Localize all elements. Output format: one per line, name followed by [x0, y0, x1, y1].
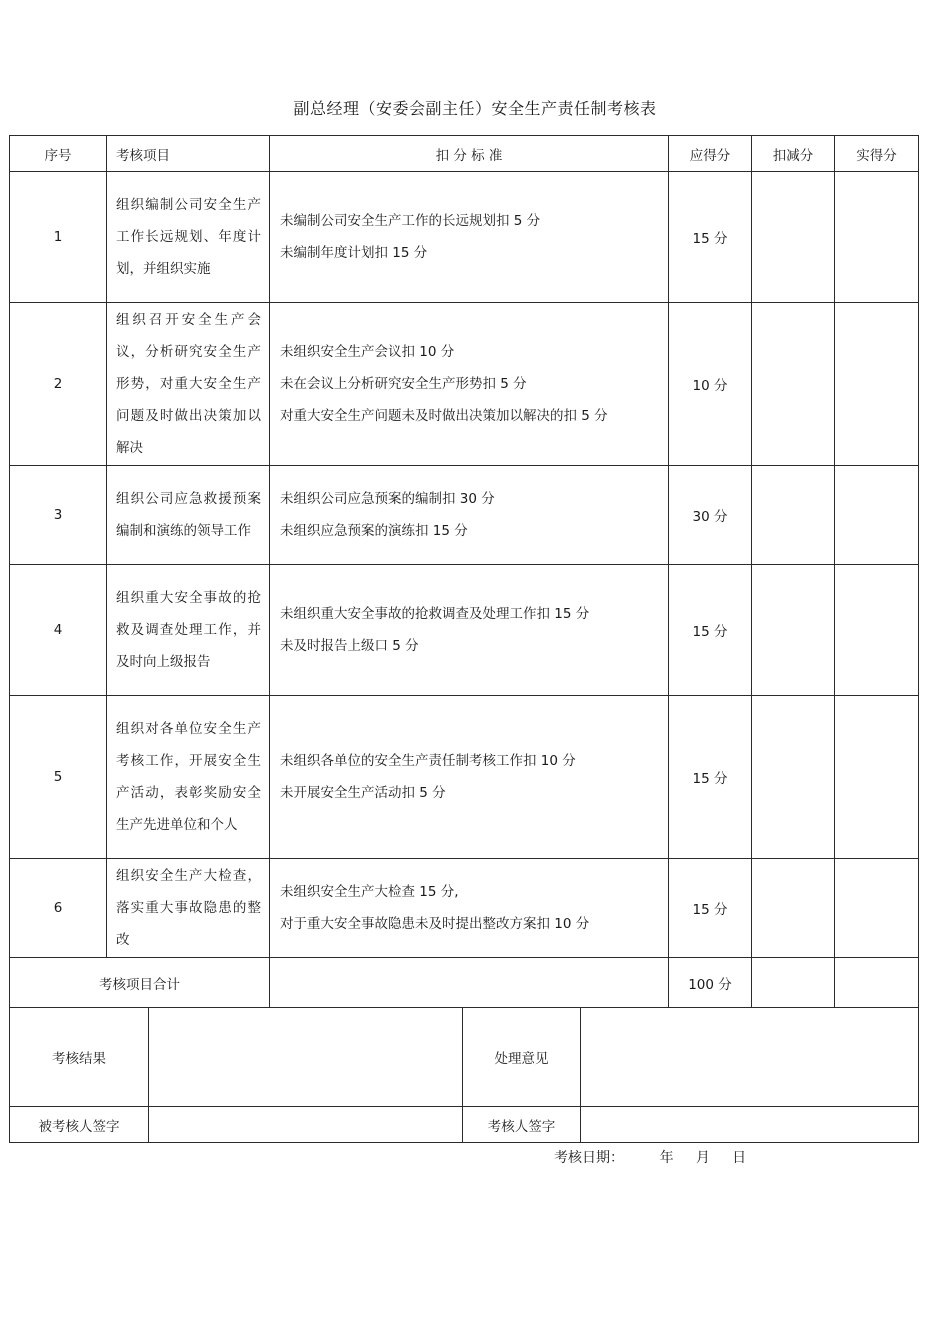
assessment-date: [554, 1147, 746, 1167]
document-title: 副总经理（安委会副主任）安全生产责任制考核表: [293, 99, 657, 118]
criteria-line: 未组织应急预案的演练扣 15 分: [280, 523, 468, 539]
header-row: [10, 136, 919, 172]
total-score: 100 分: [669, 958, 752, 1008]
row-project: 组织召开安全生产会议，分析研究安全生产形势，对重大安全生产问题及时做出决策加以解决: [107, 303, 270, 466]
header-actual-score: 实得分: [835, 136, 919, 172]
opinion-label: 处理意见: [463, 1008, 581, 1107]
row-deduct-score[interactable]: [752, 172, 835, 303]
row-project: 组织编制公司安全生产工作长远规划、年度计划，并组织实施: [107, 172, 270, 303]
signature-table: [9, 1007, 919, 1143]
examiner-sign-field[interactable]: [581, 1107, 919, 1143]
row-actual-score[interactable]: [835, 466, 919, 565]
criteria-line: 对于重大安全事故隐患未及时提出整改方案扣 10 分: [280, 916, 590, 932]
row-criteria: [270, 696, 669, 859]
header-criteria: 扣 分 标 准: [270, 136, 669, 172]
row-project: 组织对各单位安全生产考核工作，开展安全生产活动，表彰奖励安全生产先进单位和个人: [107, 696, 270, 859]
row-seq: 3: [10, 466, 107, 565]
table-row: [10, 565, 919, 696]
date-label: 考核日期：: [554, 1150, 624, 1166]
row-criteria: [270, 466, 669, 565]
header-seq: 序号: [10, 136, 107, 172]
table-row: [10, 303, 919, 466]
total-criteria-cell: [270, 958, 669, 1008]
row-deduct-score[interactable]: [752, 466, 835, 565]
criteria-line: 未组织各单位的安全生产责任制考核工作扣 10 分: [280, 753, 576, 769]
header-deduct-score: 扣减分: [752, 136, 835, 172]
row-actual-score[interactable]: [835, 172, 919, 303]
row-seq: 6: [10, 859, 107, 958]
row-actual-score[interactable]: [835, 565, 919, 696]
criteria-line: 对重大安全生产问题未及时做出决策加以解决的扣 5 分: [280, 408, 608, 424]
row-criteria: [270, 859, 669, 958]
row-deduct-score[interactable]: [752, 565, 835, 696]
row-actual-score[interactable]: [835, 859, 919, 958]
criteria-line: 未组织安全生产会议扣 10 分: [280, 344, 455, 360]
row-deduct-score[interactable]: [752, 303, 835, 466]
examiner-sign-label: 考核人签字: [463, 1107, 581, 1143]
date-day: 日: [732, 1150, 747, 1166]
total-actual-score[interactable]: [835, 958, 919, 1008]
row-seq: 5: [10, 696, 107, 859]
total-label: 考核项目合计: [10, 958, 270, 1008]
row-due-score: 10 分: [669, 303, 752, 466]
header-project: 考核项目: [107, 136, 270, 172]
row-actual-score[interactable]: [835, 303, 919, 466]
row-criteria: [270, 172, 669, 303]
table-row: [10, 696, 919, 859]
header-due-score: 应得分: [669, 136, 752, 172]
signature-row: [10, 1107, 919, 1143]
opinion-field[interactable]: [581, 1008, 919, 1107]
row-deduct-score[interactable]: [752, 859, 835, 958]
total-deduct-score[interactable]: [752, 958, 835, 1008]
date-year: 年: [659, 1150, 674, 1166]
result-label: 考核结果: [10, 1008, 149, 1107]
table-row: [10, 859, 919, 958]
row-seq: 2: [10, 303, 107, 466]
examinee-sign-field[interactable]: [149, 1107, 463, 1143]
total-row: [10, 958, 919, 1008]
table-row: [10, 466, 919, 565]
row-due-score: 15 分: [669, 172, 752, 303]
criteria-line: 未编制公司安全生产工作的长远规划扣 5 分: [280, 213, 541, 229]
row-project: 组织公司应急救援预案编制和演练的领导工作: [107, 466, 270, 565]
row-actual-score[interactable]: [835, 696, 919, 859]
criteria-line: 未组织安全生产大检查 15 分,: [280, 884, 459, 900]
criteria-line: 未及时报告上级口 5 分: [280, 638, 419, 654]
criteria-line: 未开展安全生产活动扣 5 分: [280, 785, 446, 801]
row-due-score: 30 分: [669, 466, 752, 565]
date-month: 月: [695, 1150, 710, 1166]
assessment-table: [9, 135, 919, 1008]
row-deduct-score[interactable]: [752, 696, 835, 859]
criteria-line: 未组织重大安全事故的抢救调查及处理工作扣 15 分: [280, 606, 590, 622]
row-project: 组织安全生产大检查，落实重大事故隐患的整改: [107, 859, 270, 958]
result-field[interactable]: [149, 1008, 463, 1107]
criteria-line: 未在会议上分析研究安全生产形势扣 5 分: [280, 376, 527, 392]
row-due-score: 15 分: [669, 696, 752, 859]
table-row: [10, 172, 919, 303]
examinee-sign-label: 被考核人签字: [10, 1107, 149, 1143]
row-seq: 1: [10, 172, 107, 303]
row-due-score: 15 分: [669, 565, 752, 696]
row-criteria: [270, 565, 669, 696]
criteria-line: 未组织公司应急预案的编制扣 30 分: [280, 491, 495, 507]
criteria-line: 未编制年度计划扣 15 分: [280, 245, 428, 261]
row-due-score: 15 分: [669, 859, 752, 958]
row-seq: 4: [10, 565, 107, 696]
result-row: [10, 1008, 919, 1107]
row-criteria: [270, 303, 669, 466]
row-project: 组织重大安全事故的抢救及调查处理工作，并及时向上级报告: [107, 565, 270, 696]
